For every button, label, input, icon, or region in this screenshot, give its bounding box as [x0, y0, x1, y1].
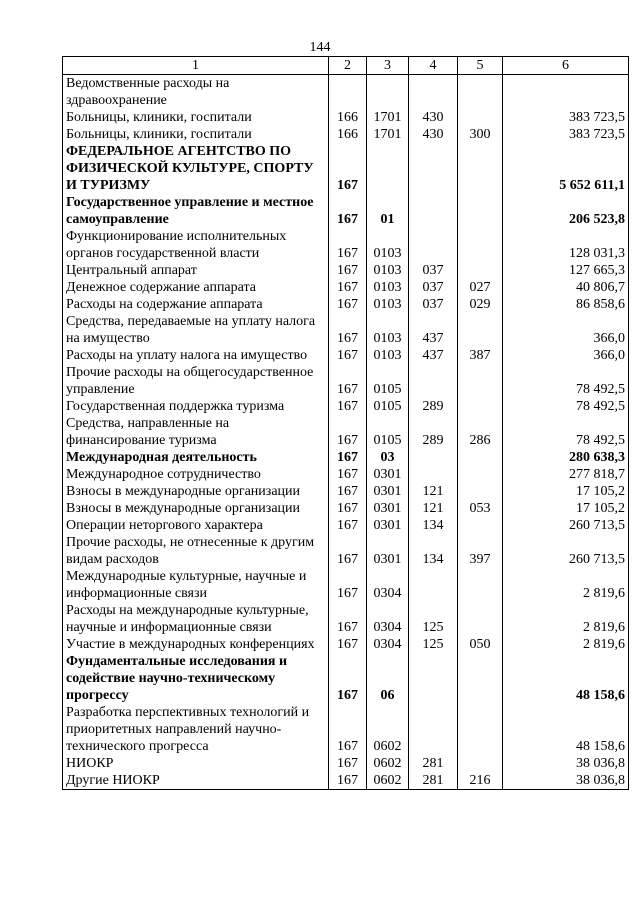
amount: 78 492,5 [503, 398, 629, 415]
code-col-3: 0304 [367, 568, 409, 602]
code-col-4: 289 [409, 398, 458, 415]
code-col-2: 167 [329, 568, 367, 602]
item-name: Средства, направленные на финансирование туризма [63, 415, 329, 449]
code-col-4: 121 [409, 500, 458, 517]
code-col-2: 167 [329, 483, 367, 500]
amount: 17 105,2 [503, 500, 629, 517]
table-row [63, 517, 629, 534]
amount: 17 105,2 [503, 483, 629, 500]
code-col-5 [458, 313, 503, 347]
code-col-3 [367, 143, 409, 194]
item-name: Расходы на международные культурные, научные и информационные связи [63, 602, 329, 636]
code-col-4 [409, 364, 458, 398]
code-col-4: 430 [409, 109, 458, 126]
code-col-2: 167 [329, 364, 367, 398]
item-name: Центральный аппарат [63, 262, 329, 279]
code-col-3: 0105 [367, 398, 409, 415]
code-col-4 [409, 75, 458, 110]
code-col-5: 053 [458, 500, 503, 517]
table-row [63, 483, 629, 500]
code-col-2: 167 [329, 313, 367, 347]
table-row [63, 296, 629, 313]
amount: 260 713,5 [503, 534, 629, 568]
code-col-4: 437 [409, 313, 458, 347]
amount: 38 036,8 [503, 755, 629, 772]
item-name: Государственное управление и местное самоуправление [63, 194, 329, 228]
table-row [63, 636, 629, 653]
item-name: Больницы, клиники, госпитали [63, 126, 329, 143]
table-row [63, 568, 629, 602]
item-name: Денежное содержание аппарата [63, 279, 329, 296]
code-col-4 [409, 568, 458, 602]
table-row [63, 755, 629, 772]
item-name: НИОКР [63, 755, 329, 772]
code-col-5 [458, 75, 503, 110]
item-name: Прочие расходы, не отнесенные к другим видам расходов [63, 534, 329, 568]
table-row [63, 653, 629, 704]
code-col-3: 0602 [367, 772, 409, 790]
code-col-5 [458, 568, 503, 602]
amount [503, 75, 629, 110]
code-col-2: 167 [329, 466, 367, 483]
code-col-3: 0304 [367, 602, 409, 636]
column-header: 4 [409, 57, 458, 75]
item-name: Средства, передаваемые на уплату налога на имущество [63, 313, 329, 347]
table-row [63, 143, 629, 194]
code-col-2: 166 [329, 126, 367, 143]
amount: 2 819,6 [503, 602, 629, 636]
code-col-5: 027 [458, 279, 503, 296]
code-col-4: 281 [409, 755, 458, 772]
code-col-4: 037 [409, 279, 458, 296]
code-col-3: 0105 [367, 415, 409, 449]
code-col-5: 397 [458, 534, 503, 568]
amount: 260 713,5 [503, 517, 629, 534]
amount: 366,0 [503, 347, 629, 364]
item-name: Фундаментальные исследования и содействие научно-техническому прогрессу [63, 653, 329, 704]
item-name: Международные культурные, научные и информационные связи [63, 568, 329, 602]
column-header: 5 [458, 57, 503, 75]
code-col-3: 0103 [367, 296, 409, 313]
table-row [63, 398, 629, 415]
amount: 5 652 611,1 [503, 143, 629, 194]
table-row [63, 313, 629, 347]
table-row [63, 279, 629, 296]
table-row [63, 75, 629, 110]
code-col-3: 1701 [367, 126, 409, 143]
budget-table [62, 56, 629, 790]
code-col-3 [367, 75, 409, 110]
code-col-5 [458, 194, 503, 228]
code-col-4 [409, 194, 458, 228]
code-col-3: 0301 [367, 466, 409, 483]
code-col-5 [458, 602, 503, 636]
code-col-3: 03 [367, 449, 409, 466]
code-col-5 [458, 364, 503, 398]
code-col-5 [458, 262, 503, 279]
table-row [63, 704, 629, 755]
amount: 86 858,6 [503, 296, 629, 313]
amount: 38 036,8 [503, 772, 629, 790]
code-col-3: 0301 [367, 534, 409, 568]
table-header-row [63, 57, 629, 75]
code-col-4 [409, 449, 458, 466]
code-col-5 [458, 483, 503, 500]
code-col-3: 0304 [367, 636, 409, 653]
amount: 2 819,6 [503, 636, 629, 653]
code-col-5 [458, 143, 503, 194]
amount: 78 492,5 [503, 364, 629, 398]
item-name: Разработка перспективных технологий и приоритетных направлений научно-технического прогресса [63, 704, 329, 755]
item-name: Прочие расходы на общегосударственное управление [63, 364, 329, 398]
column-header: 3 [367, 57, 409, 75]
amount: 48 158,6 [503, 704, 629, 755]
code-col-5 [458, 109, 503, 126]
code-col-5: 050 [458, 636, 503, 653]
code-col-5 [458, 466, 503, 483]
code-col-5 [458, 449, 503, 466]
code-col-2: 167 [329, 704, 367, 755]
code-col-4: 134 [409, 517, 458, 534]
code-col-2: 167 [329, 517, 367, 534]
table-row [63, 772, 629, 790]
code-col-2: 166 [329, 109, 367, 126]
code-col-3: 0103 [367, 279, 409, 296]
code-col-4: 289 [409, 415, 458, 449]
item-name: Международное сотрудничество [63, 466, 329, 483]
code-col-2: 167 [329, 415, 367, 449]
amount: 127 665,3 [503, 262, 629, 279]
code-col-5 [458, 398, 503, 415]
code-col-4: 430 [409, 126, 458, 143]
item-name: ФЕДЕРАЛЬНОЕ АГЕНТСТВО ПО ФИЗИЧЕСКОЙ КУЛЬТУРЕ, СПОРТУ И ТУРИЗМУ [63, 143, 329, 194]
amount: 383 723,5 [503, 126, 629, 143]
amount: 128 031,3 [503, 228, 629, 262]
table-row [63, 347, 629, 364]
item-name: Взносы в международные организации [63, 500, 329, 517]
code-col-2: 167 [329, 534, 367, 568]
code-col-3: 06 [367, 653, 409, 704]
amount: 78 492,5 [503, 415, 629, 449]
item-name: Государственная поддержка туризма [63, 398, 329, 415]
code-col-4 [409, 704, 458, 755]
code-col-2: 167 [329, 772, 367, 790]
amount: 280 638,3 [503, 449, 629, 466]
item-name: Операции неторгового характера [63, 517, 329, 534]
code-col-4: 437 [409, 347, 458, 364]
item-name: Расходы на уплату налога на имущество [63, 347, 329, 364]
code-col-2: 167 [329, 194, 367, 228]
item-name: Другие НИОКР [63, 772, 329, 790]
table-row [63, 602, 629, 636]
code-col-5: 300 [458, 126, 503, 143]
code-col-2: 167 [329, 296, 367, 313]
item-name: Участие в международных конференциях [63, 636, 329, 653]
code-col-5: 029 [458, 296, 503, 313]
code-col-5 [458, 704, 503, 755]
code-col-2: 167 [329, 347, 367, 364]
code-col-2 [329, 75, 367, 110]
amount: 383 723,5 [503, 109, 629, 126]
table-row [63, 466, 629, 483]
amount: 206 523,8 [503, 194, 629, 228]
code-col-3: 0301 [367, 483, 409, 500]
code-col-3: 0301 [367, 500, 409, 517]
amount: 2 819,6 [503, 568, 629, 602]
column-header: 2 [329, 57, 367, 75]
code-col-2: 167 [329, 500, 367, 517]
code-col-3: 1701 [367, 109, 409, 126]
table-row [63, 415, 629, 449]
item-name: Взносы в международные организации [63, 483, 329, 500]
amount: 277 818,7 [503, 466, 629, 483]
code-col-2: 167 [329, 636, 367, 653]
item-name: Ведомственные расходы на здравоохранение [63, 75, 329, 110]
code-col-4: 125 [409, 636, 458, 653]
code-col-4: 134 [409, 534, 458, 568]
code-col-3: 0103 [367, 262, 409, 279]
code-col-5 [458, 517, 503, 534]
code-col-2: 167 [329, 143, 367, 194]
code-col-2: 167 [329, 398, 367, 415]
table-row [63, 194, 629, 228]
code-col-4: 121 [409, 483, 458, 500]
amount: 366,0 [503, 313, 629, 347]
table-row [63, 109, 629, 126]
code-col-2: 167 [329, 228, 367, 262]
code-col-3: 0105 [367, 364, 409, 398]
code-col-5 [458, 228, 503, 262]
item-name: Функционирование исполнительных органов государственной власти [63, 228, 329, 262]
code-col-3: 0103 [367, 228, 409, 262]
code-col-3: 0301 [367, 517, 409, 534]
code-col-4 [409, 228, 458, 262]
code-col-3: 0103 [367, 313, 409, 347]
code-col-3: 0103 [367, 347, 409, 364]
code-col-4: 281 [409, 772, 458, 790]
code-col-2: 167 [329, 262, 367, 279]
code-col-2: 167 [329, 449, 367, 466]
code-col-4: 037 [409, 262, 458, 279]
code-col-2: 167 [329, 279, 367, 296]
table-row [63, 228, 629, 262]
code-col-4 [409, 653, 458, 704]
code-col-3: 01 [367, 194, 409, 228]
amount: 40 806,7 [503, 279, 629, 296]
code-col-4 [409, 143, 458, 194]
table-row [63, 126, 629, 143]
table-row [63, 534, 629, 568]
code-col-2: 167 [329, 755, 367, 772]
table-row [63, 262, 629, 279]
code-col-5: 216 [458, 772, 503, 790]
code-col-2: 167 [329, 653, 367, 704]
code-col-5: 387 [458, 347, 503, 364]
code-col-5 [458, 755, 503, 772]
code-col-4: 037 [409, 296, 458, 313]
code-col-4: 125 [409, 602, 458, 636]
item-name: Больницы, клиники, госпитали [63, 109, 329, 126]
page-number: 144 [309, 40, 331, 55]
code-col-4 [409, 466, 458, 483]
column-header: 6 [503, 57, 629, 75]
code-col-3: 0602 [367, 704, 409, 755]
code-col-3: 0602 [367, 755, 409, 772]
table-row [63, 449, 629, 466]
table-row [63, 364, 629, 398]
amount: 48 158,6 [503, 653, 629, 704]
code-col-5 [458, 653, 503, 704]
code-col-2: 167 [329, 602, 367, 636]
code-col-5: 286 [458, 415, 503, 449]
item-name: Международная деятельность [63, 449, 329, 466]
table-row [63, 500, 629, 517]
column-header: 1 [63, 57, 329, 75]
item-name: Расходы на содержание аппарата [63, 296, 329, 313]
